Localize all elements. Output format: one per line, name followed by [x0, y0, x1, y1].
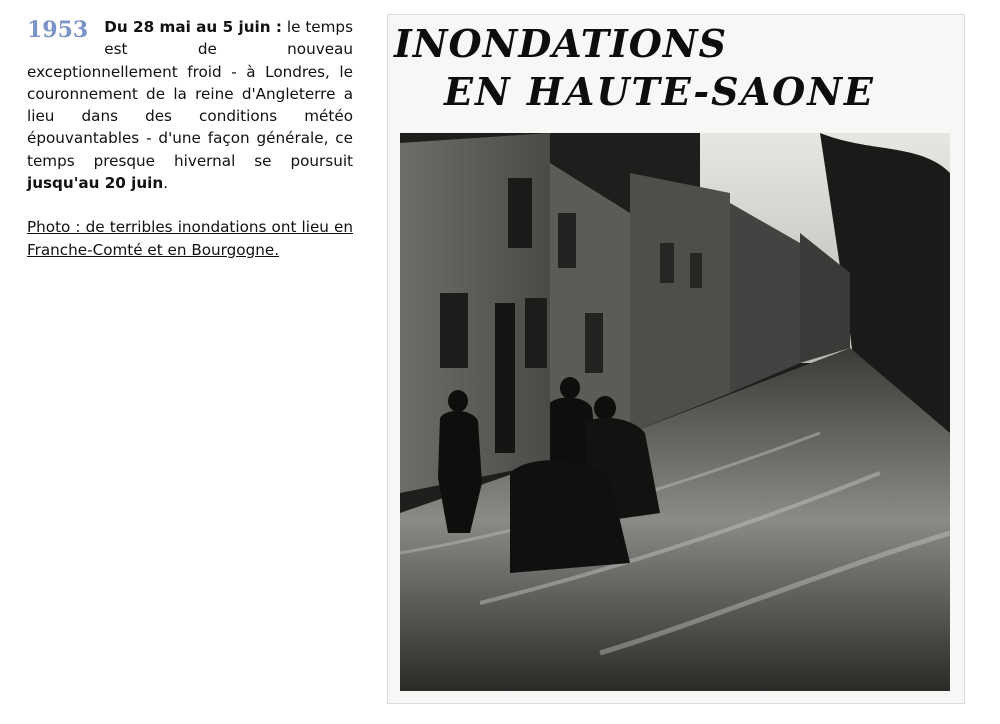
entry-body: le temps est de nouveau exceptionnellement froid - à Londres, le couronnement de la reine d'Angleterre a lieu dans des conditions météo épouvantables - d'une façon générale, ce temps presque hivernal se poursuit: [27, 18, 353, 170]
clipping-headline: [388, 15, 964, 133]
entry-period: .: [163, 174, 169, 193]
year-label: 1953: [27, 17, 89, 43]
entry-colon: :: [270, 18, 282, 36]
headline-line-2: EN HAUTE-SAONE: [444, 69, 875, 114]
entry-text-column: [27, 16, 353, 261]
photo-caption-link[interactable]: Photo : de terribles inondations ont lieu en Franche-Comté et en Bourgogne.: [27, 218, 353, 259]
entry-dates: Du 28 mai au 5 juin: [104, 18, 271, 36]
headline-line-1: INONDATIONS: [394, 21, 728, 66]
flood-street-photo: [400, 133, 950, 691]
newspaper-clipping[interactable]: [387, 14, 965, 704]
entry-end-date: jusqu'au 20 juin: [27, 174, 164, 193]
